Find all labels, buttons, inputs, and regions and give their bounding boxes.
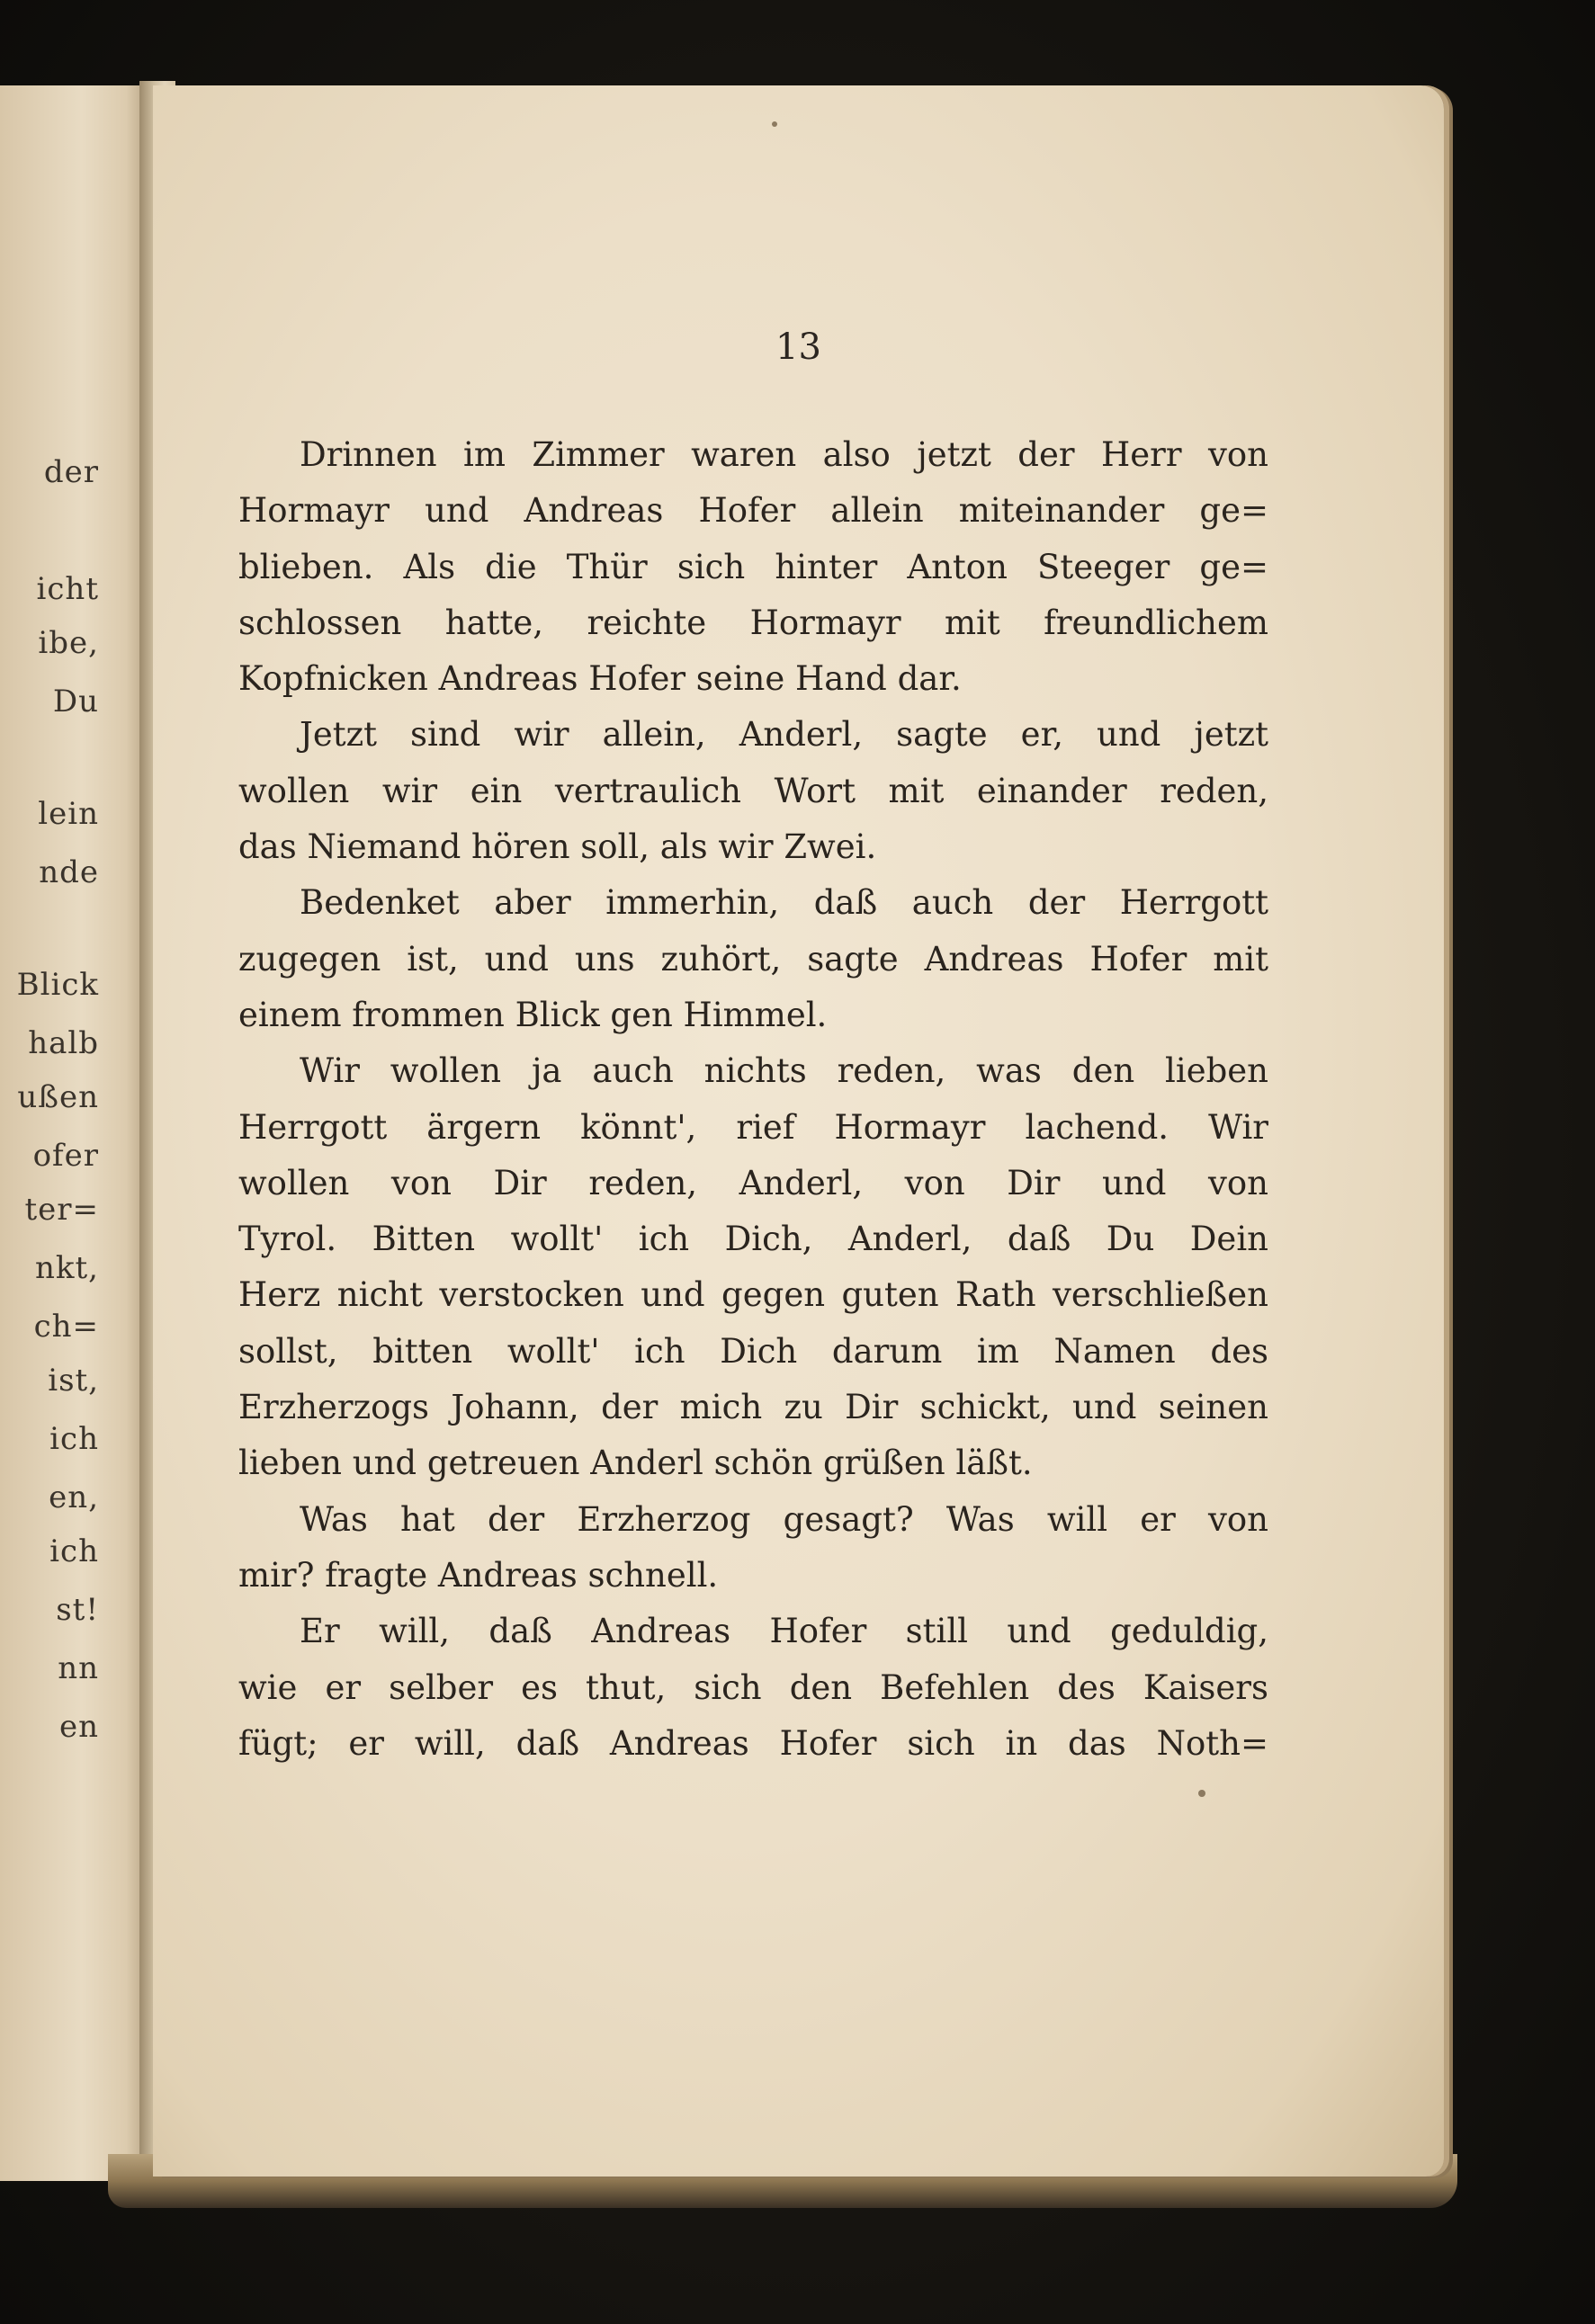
text-line: lieben und getreuen Anderl schön grüßen läßt. [238,1444,1033,1483]
left-page-fragment: lein [38,796,99,832]
left-page-fragment: ich [49,1421,99,1457]
text-line: wie er selber es thut, sich den Befehlen des Kaisers [238,1667,1268,1707]
body-text [238,427,1268,1772]
text-line: Jetzt sind wir allein, Anderl, sagte er, und jetzt [300,715,1268,755]
text-line: das Niemand hören soll, als wir Zwei. [238,827,877,867]
left-page-fragment: ofer [32,1138,99,1174]
text-line: zugegen ist, und uns zuhört, sagte Andreas Hofer mit [238,939,1268,979]
left-page-fragment: nde [39,854,99,890]
text-line: Drinnen im Zimmer waren also jetzt der Herr von [300,435,1268,474]
left-page-fragment: ich [49,1533,99,1569]
right-page [153,85,1444,2177]
left-page-fragment: halb [28,1025,99,1061]
text-line: Hormayr und Andreas Hofer allein miteinander ge= [238,491,1268,531]
left-page-fragment: icht [36,571,99,607]
text-line: wollen wir ein vertraulich Wort mit einander reden, [238,771,1268,810]
text-line: Herz nicht verstocken und gegen guten Rath verschließen [238,1275,1268,1315]
text-line: Herrgott ärgern könnt', rief Hormayr lachend. Wir [238,1107,1268,1147]
left-page-fragment: Du [52,684,99,720]
left-page-fragment: der [43,454,99,490]
left-page-fragment: en, [49,1479,99,1515]
left-page-fragment: ter= [24,1192,99,1228]
text-line: Kopfnicken Andreas Hofer seine Hand dar. [238,659,962,699]
left-page-edge [0,85,148,2181]
left-page-fragment: nkt, [35,1250,99,1286]
text-line: Erzherzogs Johann, der mich zu Dir schickt, und seinen [238,1388,1268,1427]
left-page-fragment: ch= [33,1309,99,1345]
text-line: Bedenket aber immerhin, daß auch der Herrgott [300,883,1268,923]
text-line: schlossen hatte, reichte Hormayr mit freundlichem [238,603,1268,642]
text-line: einem frommen Blick gen Himmel. [238,995,828,1034]
left-page-fragment: ußen [17,1079,99,1115]
text-line: Wir wollen ja auch nichts reden, was den lieben [300,1051,1268,1091]
left-page-fragment: ibe, [38,625,99,661]
text-line: blieben. Als die Thür sich hinter Anton Steeger ge= [238,547,1268,586]
text-line: wollen von Dir reden, Anderl, von Dir und von [238,1163,1268,1202]
left-page-fragment: ist, [48,1363,99,1399]
text-line: mir? fragte Andreas schnell. [238,1555,719,1595]
text-line: fügt; er will, daß Andreas Hofer sich in das Noth= [238,1723,1268,1763]
paper-speck [772,121,777,127]
page-number: 13 [775,326,821,368]
left-page-fragment: en [58,1709,99,1745]
text-line: Was hat der Erzherzog gesagt? Was will er von [300,1499,1268,1539]
left-page-fragment: Blick [16,967,99,1003]
text-line: sollst, bitten wollt' ich Dich darum im Namen des [238,1331,1268,1371]
text-line: Tyrol. Bitten wollt' ich Dich, Anderl, daß Du Dein [238,1220,1268,1259]
left-page-fragment: st! [56,1592,99,1628]
text-line: Er will, daß Andreas Hofer still und geduldig, [300,1612,1268,1651]
left-page-fragment: nn [58,1650,99,1686]
paper-speck [1198,1790,1205,1797]
